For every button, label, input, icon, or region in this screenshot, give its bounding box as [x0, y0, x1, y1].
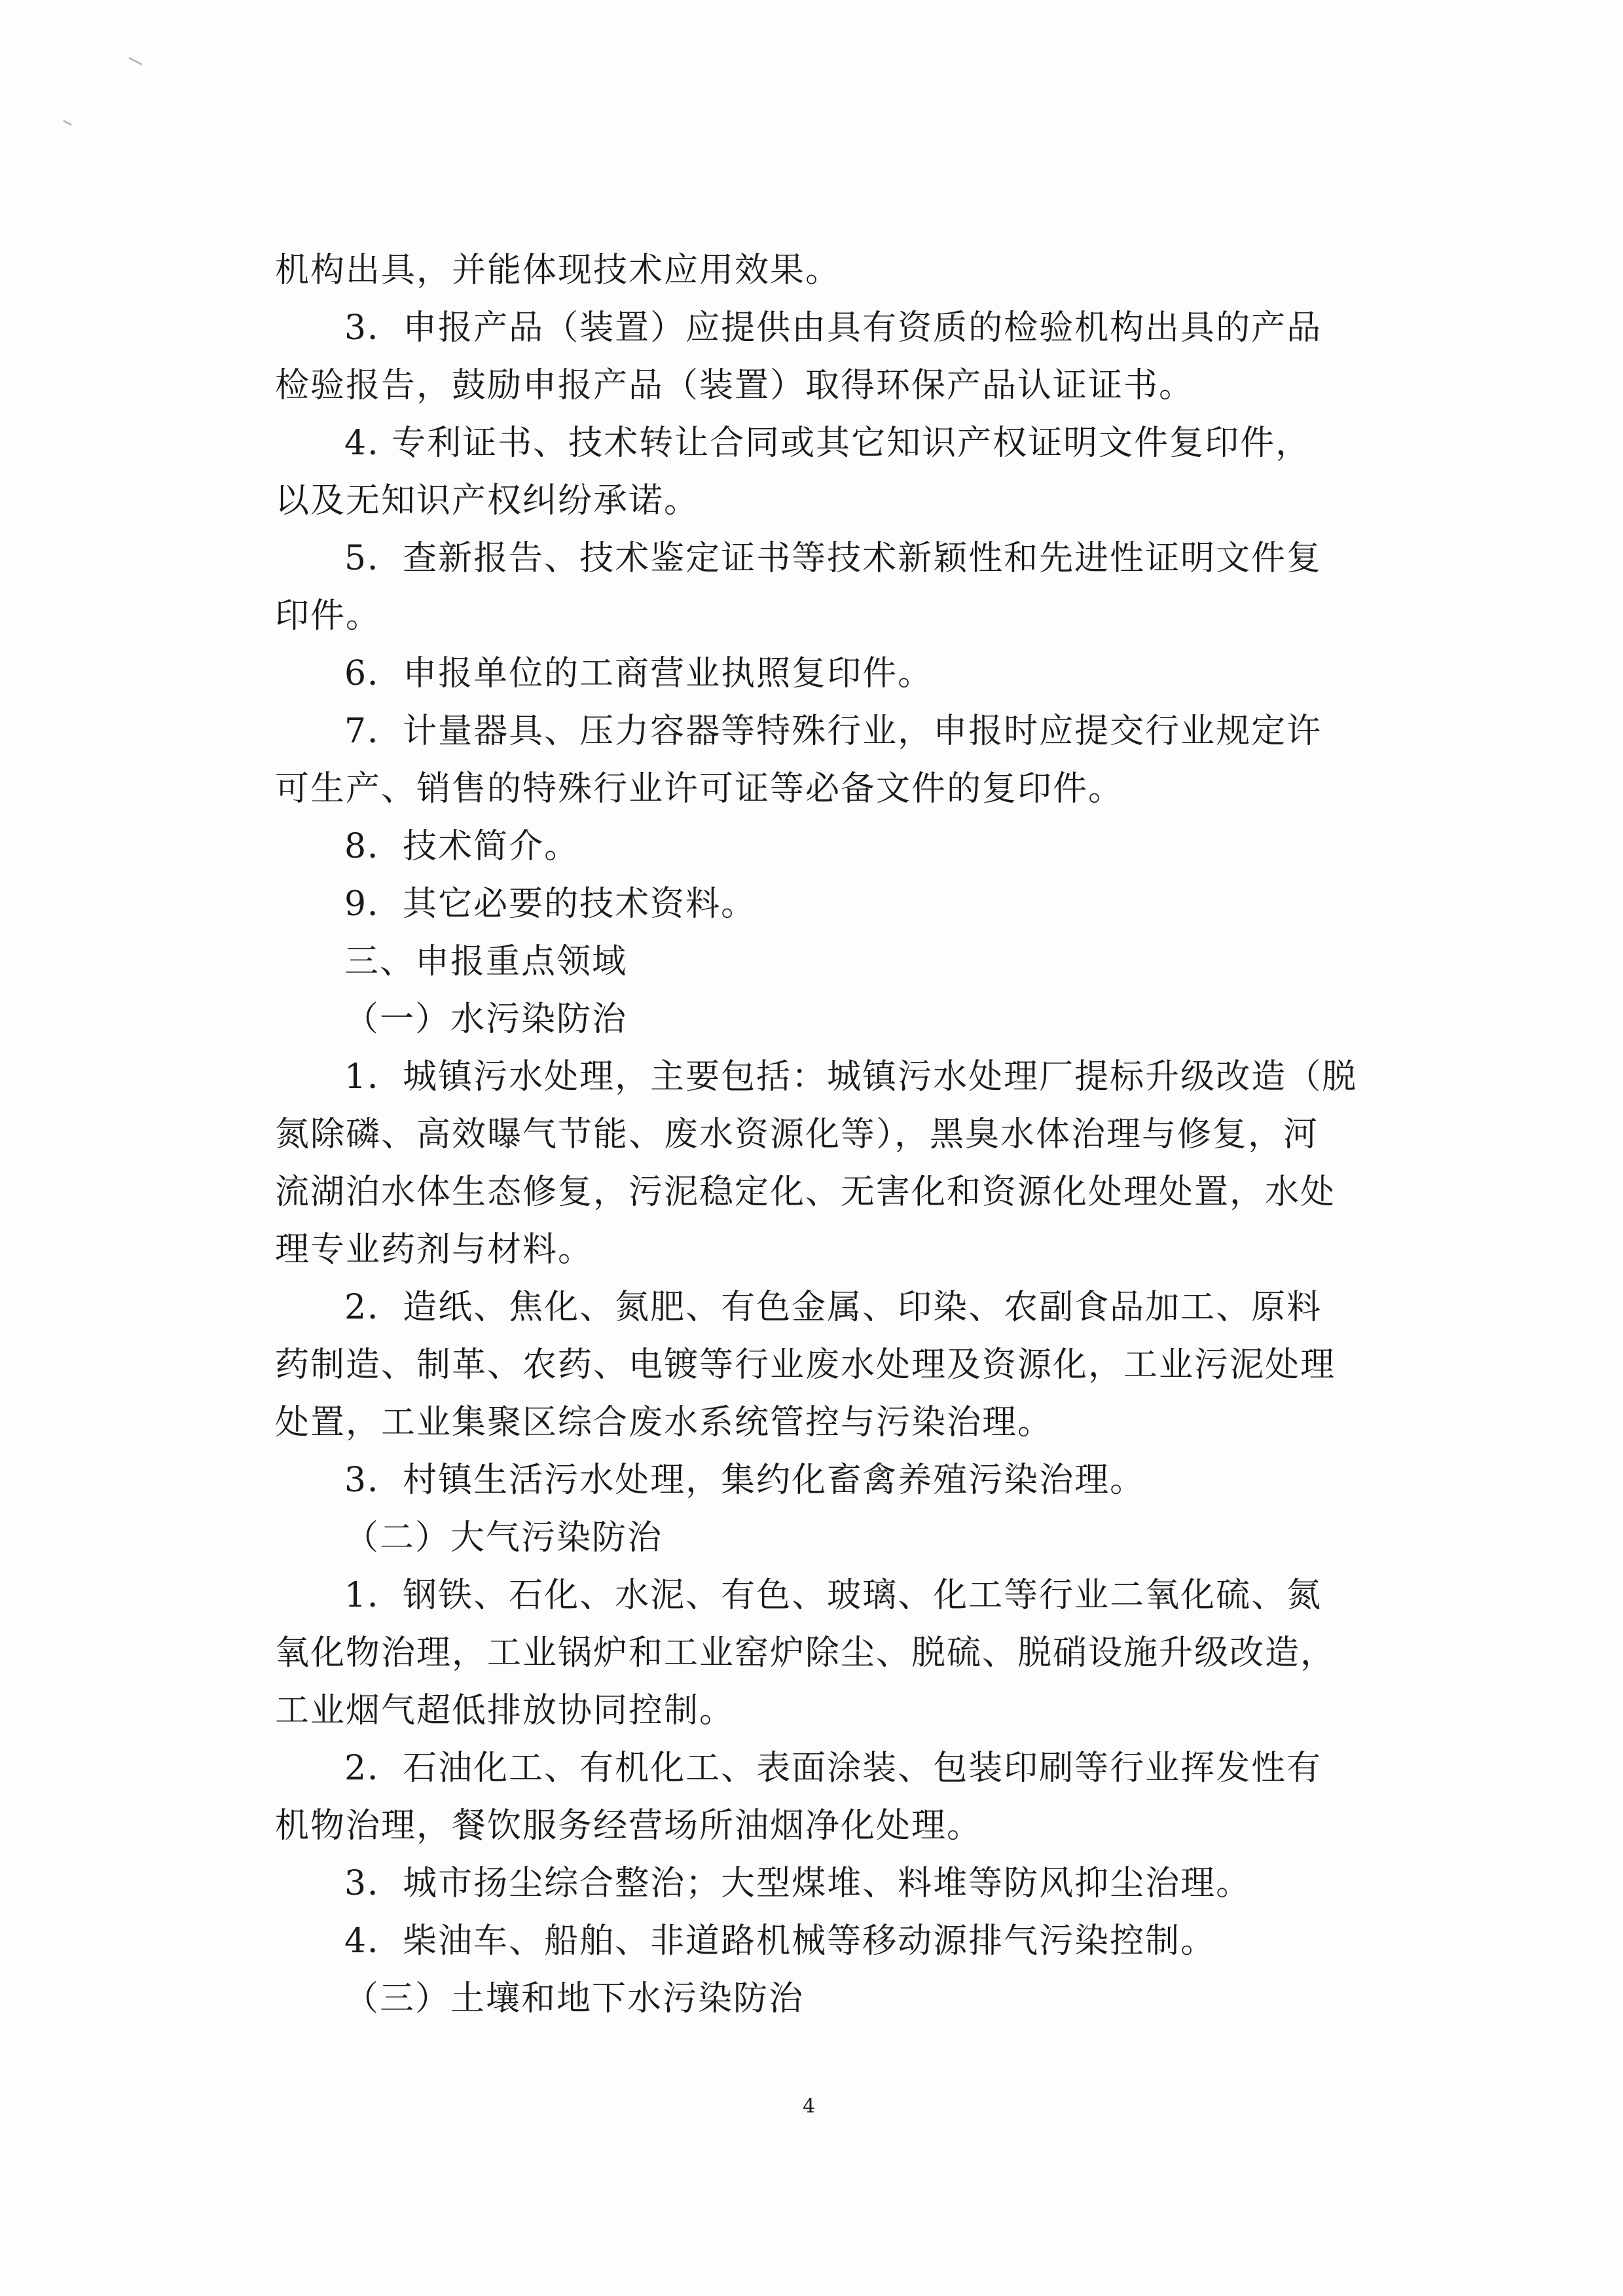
- text-line: 4．柴油车、船舶、非道路机械等移动源排气污染控制。: [344, 1922, 1216, 1961]
- text-line: 6．申报单位的工商营业执照复印件。: [344, 654, 934, 693]
- subsection-heading: （二）大气污染防治: [344, 1518, 663, 1558]
- text-line: 3．申报产品（装置）应提供由具有资质的检验机构出具的产品: [344, 308, 1322, 348]
- scan-mark: [129, 57, 143, 65]
- subsection-heading: （三）土壤和地下水污染防治: [344, 1979, 805, 2018]
- text-line: 1．城镇污水处理，主要包括：城镇污水处理厂提标升级改造（脱: [344, 1057, 1358, 1097]
- text-line: 机物治理，餐饮服务经营场所油烟净化处理。: [275, 1806, 983, 1846]
- section-heading: 三、申报重点领域: [344, 942, 628, 981]
- text-line: 理专业药剂与材料。: [275, 1230, 594, 1269]
- text-line: 氮除磷、高效曝气节能、废水资源化等），黑臭水体治理与修复，河: [275, 1115, 1319, 1154]
- text-line: 3．城市扬尘综合整治；大型煤堆、料堆等防风抑尘治理。: [344, 1864, 1252, 1903]
- text-line: 处置，工业集聚区综合废水系统管控与污染治理。: [275, 1403, 1053, 1442]
- text-line: 工业烟气超低排放协同控制。: [275, 1691, 735, 1730]
- text-line: 9．其它必要的技术资料。: [344, 884, 757, 924]
- page-number: 4: [803, 2095, 816, 2118]
- text-line: 1．钢铁、石化、水泥、有色、玻璃、化工等行业二氧化硫、氮: [344, 1576, 1322, 1615]
- text-line: 氧化物治理，工业锅炉和工业窑炉除尘、脱硫、脱硝设施升级改造，: [275, 1633, 1336, 1673]
- text-line: 3．村镇生活污水处理，集约化畜禽养殖污染治理。: [344, 1461, 1146, 1500]
- text-line: 4. 专利证书、技术转让合同或其它知识产权证明文件复印件，: [344, 424, 1311, 463]
- text-line: 流湖泊水体生态修复，污泥稳定化、无害化和资源化处理处置，水处: [275, 1173, 1336, 1212]
- text-line: 药制造、制革、农药、电镀等行业废水处理及资源化，工业污泥处理: [275, 1345, 1336, 1385]
- text-line: 以及无知识产权纠纷承诺。: [275, 481, 700, 520]
- text-line: 印件。: [275, 596, 382, 636]
- text-line: 机构出具，并能体现技术应用效果。: [275, 251, 841, 290]
- text-line: 2．造纸、焦化、氮肥、有色金属、印染、农副食品加工、原料: [344, 1288, 1322, 1327]
- subsection-heading: （一）水污染防治: [344, 1000, 628, 1039]
- scan-mark: [63, 120, 72, 126]
- text-line: 8．技术简介。: [344, 827, 580, 866]
- text-line: 2．石油化工、有机化工、表面涂装、包装印刷等行业挥发性有: [344, 1749, 1322, 1788]
- text-line: 7．计量器具、压力容器等特殊行业，申报时应提交行业规定许: [344, 712, 1322, 751]
- text-line: 检验报告，鼓励申报产品（装置）取得环保产品认证证书。: [275, 366, 1195, 405]
- text-line: 5．查新报告、技术鉴定证书等技术新颖性和先进性证明文件复: [344, 539, 1322, 578]
- text-line: 可生产、销售的特殊行业许可证等必备文件的复印件。: [275, 769, 1124, 809]
